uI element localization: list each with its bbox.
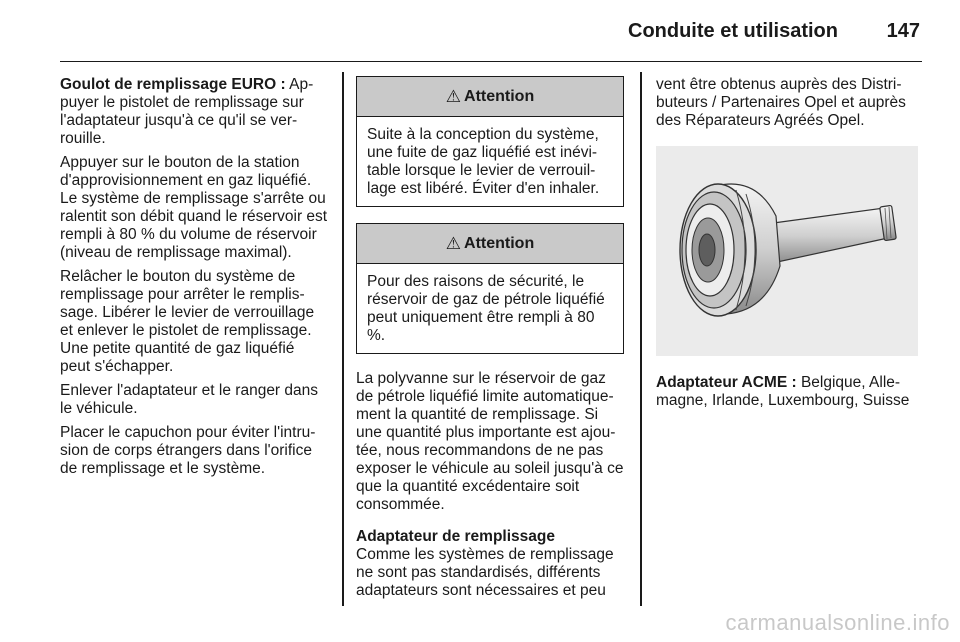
warning-title-1: Attention: [464, 87, 535, 105]
column-divider-2: [640, 72, 642, 606]
section-title: Conduite et utilisation: [628, 20, 838, 42]
paragraph-remove-adapter: Enlever l'adaptateur et le ranger dans le véhicule.: [60, 382, 319, 417]
column-3: [656, 76, 924, 416]
heading-filler-adapter-text: Adaptateur de remplissage: [356, 528, 555, 545]
filler-adapter-icon: [656, 146, 918, 356]
warning-header-2: [357, 224, 623, 264]
paragraph-polyvalve: La polyvanne sur le réservoir de gaz de pétrole liquéfié limite automatiquement la quantité de remplissage. Si une quantité plus importante est ajoutée, nous recommandons de ne pas exposer le véhicule au soleil jusqu'à ce que la quantité excédentaire soit consommée.: [356, 370, 624, 513]
paragraph-acme-adapter: [656, 374, 924, 410]
page-number: 147: [886, 20, 920, 42]
warning-body-1: Suite à la conception du système, une fuite de gaz liquéfié est inévitable lorsque le levier de verrouillage est libéré. Éviter d'en inhaler.: [367, 126, 600, 197]
acme-adapter-countries: Belgique, Allemagne, Irlande, Luxembourg, Suisse: [656, 374, 910, 409]
paragraph-adapters: Comme les systèmes de remplissage ne sont pas standardisés, différents adaptateurs sont nécessaires et peu: [356, 546, 614, 599]
warning-header-1: [357, 77, 623, 117]
warning-box-2: [356, 223, 624, 354]
heading-filler-adapter: [356, 528, 624, 546]
euro-filler-text: Appuyer le pistolet de remplissage sur l'adaptateur jusqu'à ce qu'il se verrouille.: [60, 76, 314, 147]
warning-box-1: [356, 76, 624, 207]
warning-body-2: Pour des raisons de sécurité, le réservoir de gaz de pétrole liquéfié peut uniquement être rempli à 80 %.: [367, 273, 605, 344]
paragraph-place-cap: Placer le capuchon pour éviter l'intrusion de corps étrangers dans l'orifice de remplissage et le système.: [60, 424, 316, 477]
warning-title-2: Attention: [464, 234, 535, 252]
paragraph-obtain-adapters: vent être obtenus auprès des Distributeurs / Partenaires Opel et auprès des Réparateurs Agréés Opel.: [656, 76, 906, 129]
warning-triangle-icon: ⚠: [445, 86, 462, 106]
column-divider-1: [342, 72, 344, 606]
acme-adapter-figure: [656, 146, 918, 356]
warning-triangle-icon: ⚠: [445, 233, 462, 253]
paragraph-press-button: Appuyer sur le bouton de la station d'approvisionnement en gaz liquéfié. Le système de remplissage s'arrête ou ralentit son débit quand le réservoir est rempli à 80 % du volume de réservoir (niveau de remplissage maximal).: [60, 154, 328, 261]
euro-filler-label: Goulot de remplissage EURO :: [60, 76, 286, 93]
page-header: [60, 16, 922, 62]
column-1: [60, 76, 328, 484]
paragraph-euro-filler: [60, 76, 328, 148]
acme-adapter-label: Adaptateur ACME :: [656, 374, 797, 391]
column-2: [356, 76, 624, 606]
paragraph-release-button: Relâcher le bouton du système de remplissage pour arrêter le remplissage. Libérer le levier de verrouillage et enlever le pistolet de remplissage. Une petite quantité de gaz liquéfié peut s'échapper.: [60, 268, 315, 375]
watermark: carmanualsonline.info: [725, 610, 950, 635]
